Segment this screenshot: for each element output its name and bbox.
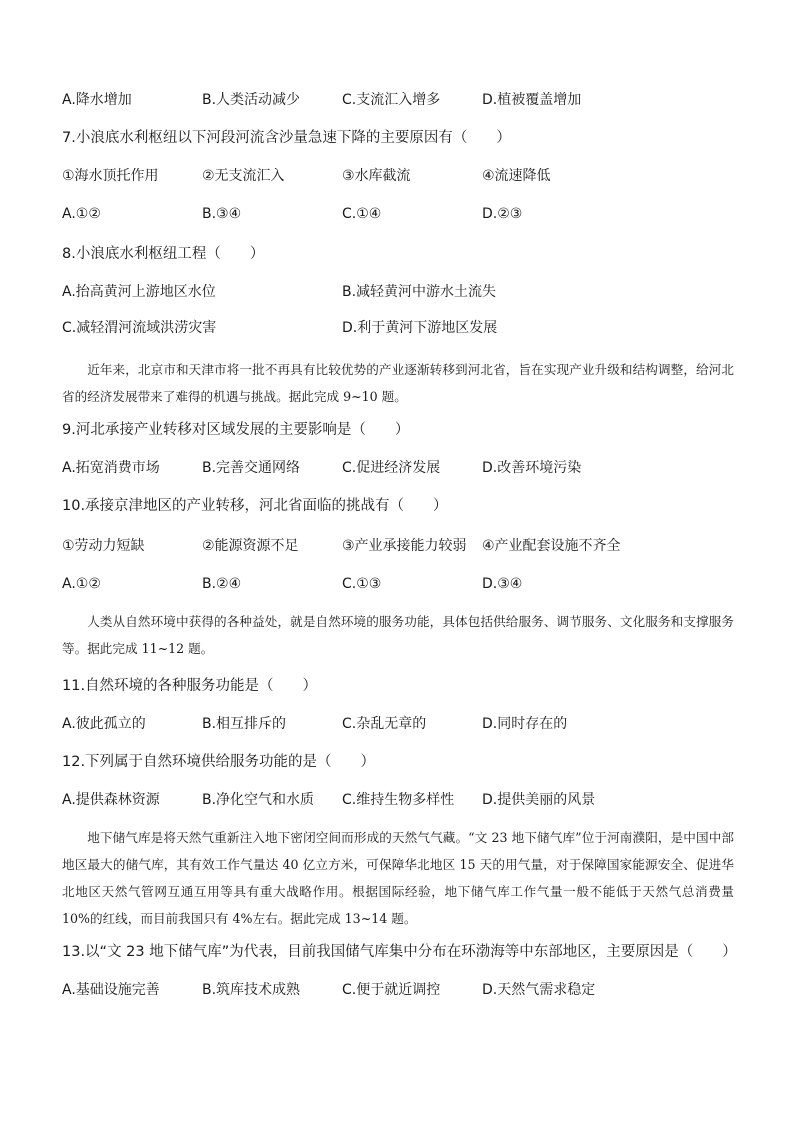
q7-item-3: ③水库截流 (342, 168, 411, 184)
q6-option-b: B.人类活动减少 (202, 92, 301, 108)
passage-9-10: 近年来，北京市和天津市将一批不再具有比较优势的产业逐渐转移到河北省，旨在实现产业升级和结构调整，给河北省的经济发展带来了难得的机遇与挑战。据此完成 9~10 题。 (62, 362, 734, 404)
q10-item-2: ②能源资源不足 (202, 538, 299, 554)
q6-option-c: C.支流汇入增多 (342, 92, 441, 108)
q6-option-a: A.降水增加 (62, 92, 132, 108)
q10-option-c: C.①③ (342, 576, 382, 592)
passage-11-12: 人类从自然环境中获得的各种益处，就是自然环境的服务功能，具体包括供给服务、调节服务、文化服务和支撑服务等。据此完成 11~12 题。 (62, 614, 734, 656)
q13-stem: 13.以“文 23 地下储气库”为代表，目前我国储气库集中分布在环渤海等中东部地区，主要原因是（ ） (62, 944, 737, 960)
q8-stem: 8.小浪底水利枢纽工程（ ） (62, 246, 265, 262)
q9-option-a: A.拓宽消费市场 (62, 460, 160, 476)
q10-item-3: ③产业承接能力较弱 (342, 538, 467, 554)
q11-option-a: A.彼此孤立的 (62, 716, 146, 732)
q8-option-a: A.抬高黄河上游地区水位 (62, 284, 216, 300)
q13-option-c: C.便于就近调控 (342, 982, 441, 998)
q9-stem: 9.河北承接产业转移对区域发展的主要影响是（ ） (62, 422, 410, 438)
q7-item-2: ②无支流汇入 (202, 168, 285, 184)
q11-option-d: D.同时存在的 (482, 716, 568, 732)
q10-item-4: ④产业配套设施不齐全 (482, 538, 621, 554)
q12-option-c: C.维持生物多样性 (342, 792, 455, 808)
q11-stem: 11.自然环境的各种服务功能是（ ） (62, 678, 318, 694)
q7-option-b: B.③④ (202, 206, 242, 222)
q12-stem: 12.下列属于自然环境供给服务功能的是（ ） (62, 754, 376, 770)
q6-option-d: D.植被覆盖增加 (482, 92, 582, 108)
q8-option-b: B.减轻黄河中游水土流失 (342, 284, 497, 300)
q8-option-c: C.减轻渭河流域洪涝灾害 (62, 320, 217, 336)
q10-option-a: A.①② (62, 576, 101, 592)
q11-option-b: B.相互排斥的 (202, 716, 287, 732)
q12-option-a: A.提供森林资源 (62, 792, 160, 808)
q7-option-d: D.②③ (482, 206, 523, 222)
q9-option-c: C.促进经济发展 (342, 460, 441, 476)
q7-item-1: ①海水顶托作用 (62, 168, 159, 184)
q9-option-d: D.改善环境污染 (482, 460, 582, 476)
q8-option-d: D.利于黄河下游地区发展 (342, 320, 498, 336)
passage-13-14: 地下储气库是将天然气重新注入地下密闭空间而形成的天然气气藏。“文 23 地下储气库”位于河南濮阳，是中国中部地区最大的储气库，其有效工作气量达 40 亿立方米，可保障华北地区 15 天的用气量，对于保障国家能源安全、促进华北地区天然气管网互通互用等具有重大战略作用。根据国际经验，地下储气库工作气量一般不能低于天然气总消费量 10%的红线，而目前我国只有 4%左右。据此完成 13~14 题。 (62, 830, 734, 926)
q7-stem: 7.小浪底水利枢纽以下河段河流含沙量急速下降的主要原因有（ ） (62, 130, 511, 146)
q12-option-d: D.提供美丽的风景 (482, 792, 596, 808)
q10-stem: 10.承接京津地区的产业转移，河北省面临的挑战有（ ） (62, 498, 448, 514)
q13-option-a: A.基础设施完善 (62, 982, 160, 998)
q7-option-a: A.①② (62, 206, 101, 222)
q12-option-b: B.净化空气和水质 (202, 792, 315, 808)
q9-option-b: B.完善交通网络 (202, 460, 301, 476)
q10-option-b: B.②④ (202, 576, 242, 592)
q13-option-d: D.天然气需求稳定 (482, 982, 596, 998)
q10-item-1: ①劳动力短缺 (62, 538, 145, 554)
q13-option-b: B.筑库技术成熟 (202, 982, 301, 998)
q11-option-c: C.杂乱无章的 (342, 716, 427, 732)
q10-option-d: D.③④ (482, 576, 523, 592)
q7-item-4: ④流速降低 (482, 168, 551, 184)
q7-option-c: C.①④ (342, 206, 382, 222)
